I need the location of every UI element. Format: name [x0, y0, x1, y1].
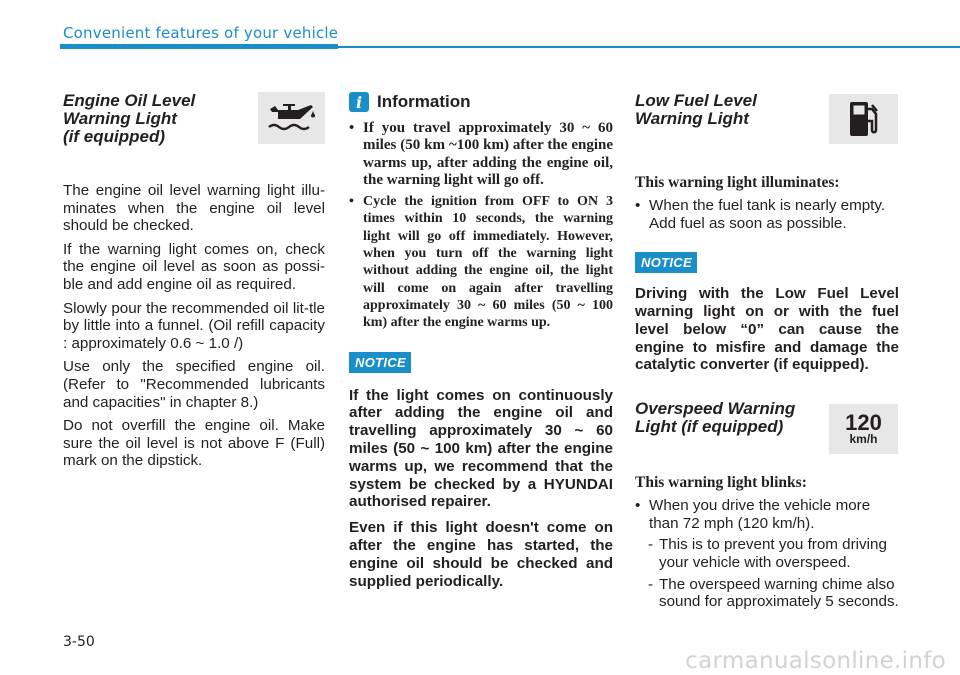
low-fuel-title-line: Warning Light: [635, 109, 749, 128]
information-list: [349, 120, 613, 332]
engine-oil-can-icon: [258, 92, 325, 144]
page-number: 3-50: [63, 634, 95, 650]
watermark: carmanualsonline.info: [685, 648, 946, 674]
fuel-sub-heading: This warning light illuminates:: [635, 174, 840, 191]
header-rule-thick: [60, 44, 338, 49]
low-fuel-title-line: Low Fuel Level: [635, 91, 757, 110]
info-icon: i: [349, 92, 369, 112]
information-heading: [349, 92, 613, 112]
information-item: • If you travel approximately 30 ~ 60 miles (50 km ~100 km) after the engine warms up, after adding the engine oil, the warning light will go off.: [349, 120, 613, 189]
engine-oil-section: [63, 92, 325, 476]
information-item: • Cycle the ignition from OFF to ON 3 times within 10 seconds, the warning light will go off immediately. However, when you turn off the warning light without adding the engine oil, the light will come on again after travelling approximately 30 ~ 60 miles (50 ~ 100 km) after the engine warms up.: [349, 193, 613, 331]
body-paragraph: If the warning light comes on, check the engine oil level as soon as possi-ble and add engine oil as required.: [63, 240, 325, 293]
engine-oil-title-line: Engine Oil Level: [63, 91, 196, 110]
warning-lights-section: [635, 92, 899, 611]
overspeed-sub-heading: This warning light blinks:: [635, 474, 807, 492]
fuel-list: [635, 197, 899, 232]
section-header-title: Convenient features of your vehicle: [63, 24, 339, 42]
engine-oil-title-line: (if equipped): [63, 127, 165, 146]
notice-badge: NOTICE: [635, 252, 697, 273]
overspeed-list-item: • When you drive the vehicle more than 72 mph (120 km/h).: [635, 497, 899, 532]
header-rule-thin: [338, 46, 960, 48]
overspeed-title-line: Light (if equipped): [635, 417, 784, 437]
overspeed-list: [635, 497, 899, 532]
fuel-notice-paragraph: Driving with the Low Fuel Level warning light on or with the fuel level below “0” can cause the engine to misfire and damage the catalytic converter (if equipped).: [635, 285, 899, 374]
information-title: Information: [377, 92, 471, 111]
notice-badge: NOTICE: [349, 352, 411, 373]
engine-oil-title-line: Warning Light: [63, 109, 177, 128]
fuel-pump-icon: [829, 94, 898, 144]
overspeed-title-line: Overspeed Warning: [635, 399, 796, 419]
fuel-list-item: • When the fuel tank is nearly empty. Add fuel as soon as possible.: [635, 197, 899, 232]
body-paragraph: Use only the specified engine oil. (Refer to "Recommended lubricants and capacities" in chapter 8.): [63, 358, 325, 411]
overspeed-sub-item: - The overspeed warning chime also sound for approximately 5 seconds.: [648, 575, 899, 611]
overspeed-number: 120: [845, 409, 882, 435]
body-paragraph: The engine oil level warning light illu-minates when the engine oil level should be checked.: [63, 182, 325, 235]
overspeed-sub-text: This is to prevent you from driving your vehicle with overspeed.: [659, 536, 887, 571]
body-paragraph: Slowly pour the recommended oil lit-tle by little into a funnel. (Oil refill capacity : approximately 0.6 ~ 1.0 /): [63, 299, 325, 352]
overspeed-120-icon: [829, 404, 898, 454]
overspeed-sub-item: - This is to prevent you from driving your vehicle with overspeed.: [648, 536, 887, 571]
notice-paragraph: If the light comes on continuously after adding the engine oil and travelling approximately 30 ~ 60 miles (50 ~ 100 km) after the engine warms up, we recommend that the system be checked by a HYUNDAI authorised repairer.: [349, 386, 613, 511]
overspeed-sub-text: The overspeed warning chime also sound for approximately 5 seconds.: [659, 575, 899, 611]
information-section: [349, 92, 613, 598]
body-paragraph: Do not overfill the engine oil. Make sure the oil level is not above F (Full) mark on the dipstick.: [63, 417, 325, 470]
notice-paragraph: Even if this light doesn't come on after the engine has started, the engine oil should be checked and supplied periodically.: [349, 519, 613, 590]
overspeed-unit: km/h: [849, 431, 878, 446]
